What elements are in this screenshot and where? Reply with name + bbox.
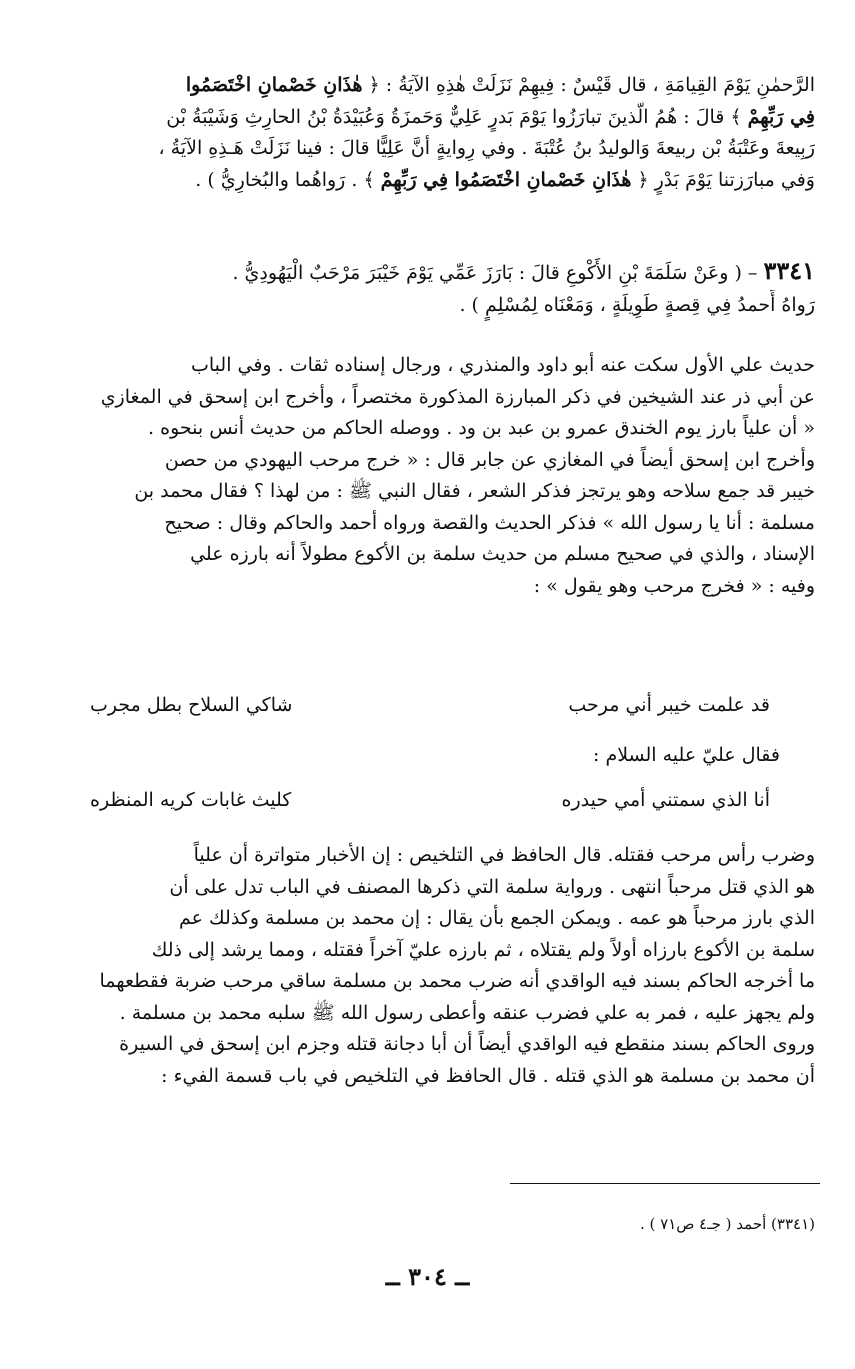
verse-intro: فقال عليّ عليه السلام : <box>593 744 780 766</box>
commentary-line: وروى الحاكم بسند منقطع فيه الواقدي أيضاً أن أبا دجانة قتله وجزم ابن إسحق في السيرة <box>119 1033 815 1055</box>
commentary-line: وضرب رأس مرحب فقتله. قال الحافظ في التلخيص : إن الأخبار متواترة أن علياً <box>193 844 815 866</box>
matn-line <box>40 102 815 134</box>
verse-first-hemistich: أنا الذي سمتني أمي حيدره <box>561 789 770 811</box>
commentary-line: الذي بارز مرحباً هو عمه . ويمكن الجمع بأن يقال : إن محمد بن مسلمة وكذلك عم <box>179 907 815 929</box>
verse-second-hemistich: كليث غابات كريه المنظره <box>90 789 292 811</box>
commentary-line: حديث علي الأول سكت عنه أبو داود والمنذري ، ورجال إسناده ثقات . وفي الباب <box>191 354 815 376</box>
commentary-line: وفيه : « فخرج مرحب وهو يقول » : <box>533 574 815 597</box>
commentary-line: أن محمد بن مسلمة هو الذي قتله . قال الحافظ في التلخيص في باب قسمة الفيء : <box>161 1064 815 1087</box>
commentary-line: خيبر قد جمع سلاحه وهو يرتجز فذكر الشعر ، فقال النبي ﷺ : من لهذا ؟ فقال محمد بن <box>134 480 815 502</box>
commentary-text <box>40 840 815 1092</box>
matn-line: رَبِيعةَ وعَتْبَةُ بْن ربيعةَ وَالوليدُ بنُ عُتْبَةَ . وفي رِوايةٍ أنَّ عَلِيًّا قالَ : فينا نَزَلَتْ هَـذِهِ الآيَةُ ، <box>158 137 815 159</box>
matn-text-segment: الرَّحمٰنِ يَوْمَ القِيامَةِ ، قال قَيْسٌ : فِيهِمْ نَزَلَتْ هٰذِهِ الآيَةُ : ﴿ <box>368 74 815 96</box>
commentary-line: سلمة بن الأكوع بارزاه أولاً ولم يقتلاه ، ثم بارزه عليّ آخراً فقتله ، ومما يرشد إلى ذلك <box>151 938 815 961</box>
footnote: (٣٣٤١) أحمد ( جـ٤ ص٧١ ) . <box>639 1215 815 1233</box>
matn-text-segment: ﴾ قالَ : هُمُ الَّذينَ تبارَزُوا يَوْمَ بَدرٍ عَلِيٌّ وَحَمزَةُ وَعُبَيْدَةُ بْنُ الحارِثِ وَشَيْبَةُ بْن <box>166 105 742 128</box>
commentary-line: وأخرج ابن إسحق أيضاً في المغازي عن جابر قال : « خرج مرحب اليهودي من حصن <box>164 448 815 471</box>
matn-line <box>40 70 815 102</box>
matn-text-segment: ﴾ . رَواهُما والبُخارِيُّ ) . <box>195 168 375 191</box>
hadith-number: ٣٣٤١ <box>763 256 815 285</box>
commentary-line: هو الذي قتل مرحباً انتهى . ورواية سلمة التي ذكرها المصنف في الباب تدل على أن <box>169 875 815 898</box>
hadith-text: – ( وعَنْ سَلَمَةَ بْنِ الأَكْوعِ قالَ : بَارَزَ عَمِّي يَوْمَ خَيْبَرَ مَرْحَبٌ الْيَهُودِيُّ . <box>232 262 758 284</box>
commentary-line: الإسناد ، والذي في صحيح مسلم من حديث سلمة بن الأكوع مطولاً أنه بارزه علي <box>190 543 815 565</box>
matn-text-segment: وَفي مبارَزتنا يَوْمَ بَدْرٍ ﴿ <box>637 168 815 191</box>
matn-line <box>40 165 815 197</box>
commentary-line: ما أخرجه الحاكم بسند فيه الواقدي أنه ضرب محمد بن مسلمة ساقي مرحب ضربة فقطعهما <box>99 970 815 992</box>
commentary-line: مسلمة : أنا يا رسول الله » فذكر الحديث والقصة ورواه أحمد والحاكم وقال : صحيح <box>164 511 815 534</box>
matn-text <box>40 70 815 196</box>
verse-second-hemistich: شاكي السلاح بطل مجرب <box>90 694 293 716</box>
hadith-line: رَواهُ أَحمدُ فِي قِصةٍ طَوِيلَةٍ ، وَمَعْنَاه لِمُسْلِمٍ ) . <box>459 293 815 316</box>
quran-verse: هٰذَانِ خَصْمانِ اخْتَصَمُوا <box>185 74 363 96</box>
poetry-verse <box>90 785 770 816</box>
commentary-line: عن أبي ذر عند الشيخين في ذكر المبارزة المذكورة مختصراً ، وأخرج ابن إسحق في المغازي <box>100 385 815 408</box>
quran-verse: هٰذَانِ خَصْمانِ اخْتَصَمُوا فِي رَبِّهِمْ <box>380 168 632 191</box>
quran-verse: فِي رَبِّهِمْ <box>747 105 815 128</box>
commentary-line: « أن علياً بارز يوم الخندق عمرو بن عبد بن ود . ووصله الحاكم من حديث أنس بنحوه . <box>148 417 815 439</box>
poetry-verse <box>90 690 770 721</box>
footnote-divider <box>510 1183 820 1184</box>
commentary-line: ولم يجهز عليه ، فمر به علي فضرب عنقه وأعطى رسول الله ﷺ سلبه محمد بن مسلمة . <box>119 1001 815 1024</box>
page-number: ــ ٣٠٤ ــ <box>385 1262 470 1291</box>
hadith-3341 <box>40 255 815 321</box>
verse-first-hemistich: قد علمت خيبر أني مرحب <box>568 694 770 716</box>
hadith-line <box>40 255 815 290</box>
commentary-text <box>40 350 815 602</box>
